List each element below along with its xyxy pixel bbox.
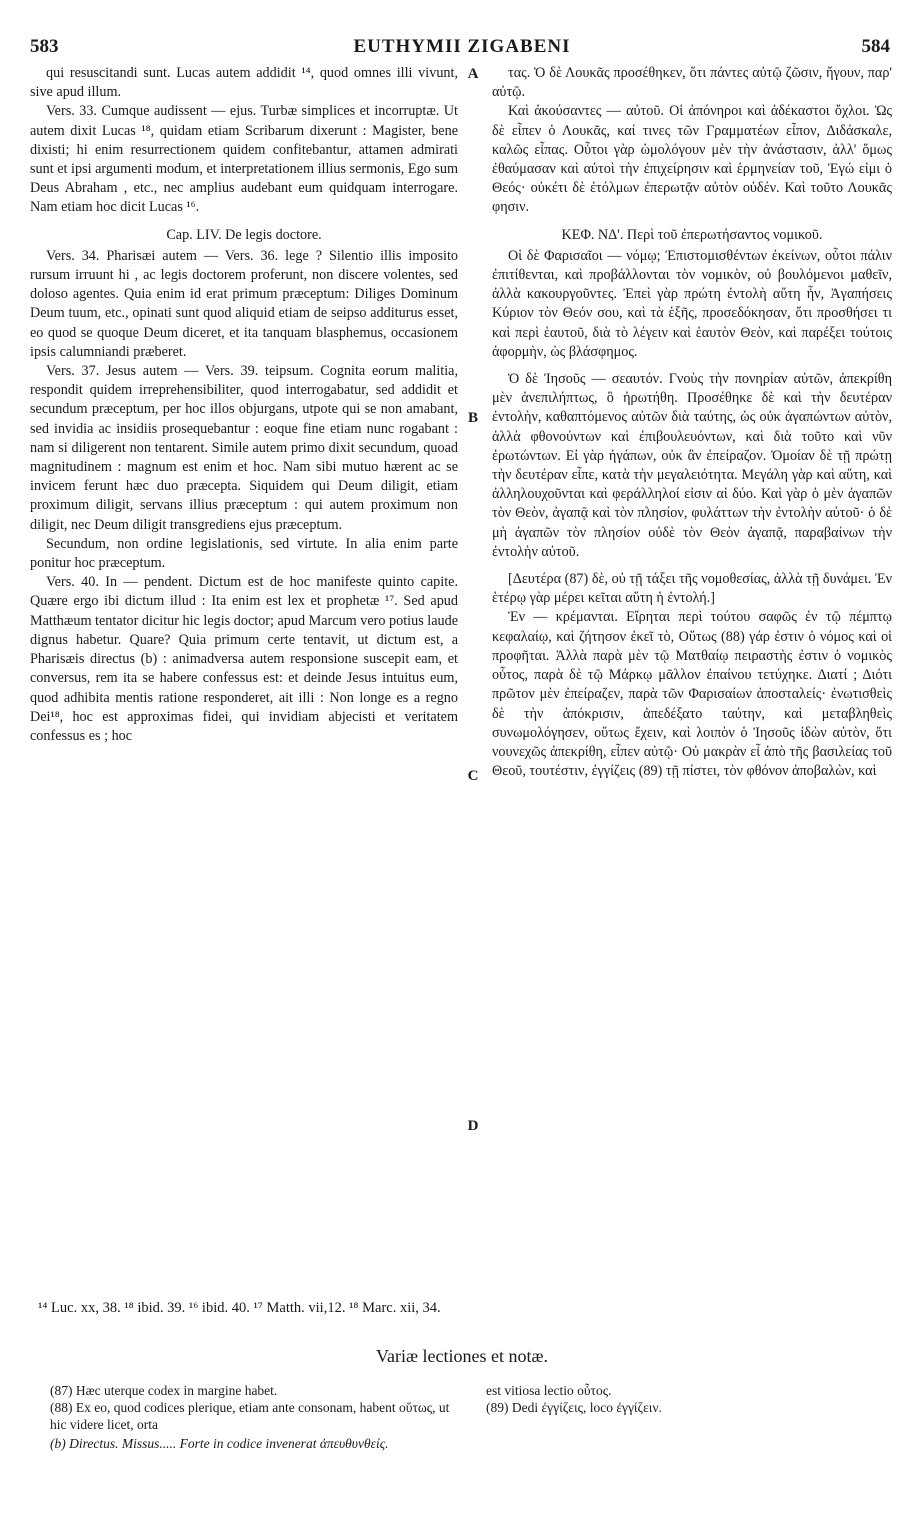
variae-left — [50, 1382, 460, 1433]
greek-paragraph: Οἱ δὲ Φαρισαῖοι — νόμῳ; Ἐπιστομισθέντων ἐκείνων, οὗτοι πάλιν ἐπιτίθενται, καὶ προβάλλονται τὸν νομικὸν, οὐ βουλόμενοι μαθεῖν, ἀλλὰ κακουργοῦντες. Ἐπεὶ γὰρ πρώτη ἐντολὴ αὕτη ἦν, Ἀγαπήσεις Κύριον τὸν Θεόν σου, καὶ τὰ ἑξῆς, προσεδόκησαν, ὅτι προσθήσει τι καὶ περὶ ἑαυτοῦ, διὰ τὸ λέγειν καὶ ἑαυτὸν Θεὸν, καὶ παρέξει τούτοις ἀφορμὴν, ὡς βλάσφημος. — [492, 247, 892, 360]
latin-paragraph: Secundum, non ordine legislationis, sed virtute. In alia enim parte ponitur hoc præceptum. — [30, 535, 458, 572]
latin-paragraph: qui resuscitandi sunt. Lucas autem addidit ¹⁴, quod omnes illi vivunt, sive apud illum. — [30, 65, 458, 101]
margin-letter-a: A — [467, 66, 479, 82]
greek-paragraph: Ὁ δὲ Ἰησοῦς — σεαυτόν. Γνοὺς τὴν πονηρίαν αὐτῶν, ἀπεκρίθη μὲν ἀνεπιλήπτως, ὃ ἠρωτήθη. Προσέθηκε δὲ καὶ τὴν δευτέραν ἐντολὴν, καθαπτόμενος αὐτῶν διὰ ταύτης, ὡς οὐκ ἀγαπώντων αὐτὸν, ἀλλὰ φθονούντων καὶ ἐπιβουλευόντων, καὶ διὰ τοῦτο καὶ νῦν ἐρωτώντων. Εἰ γὰρ ἠγάπων, οὐκ ἂν ἐπείραζον. Ὁμοίαν δὲ τῇ πρώτῃ τὴν δευτέραν εἶπε, κατὰ τὴν μεγαλειότητα. Μεγάλη γὰρ καὶ αὕτη, καὶ ἀλληλουχοῦνται καὶ φεράλληλοί εἰσιν αἱ δύο. Καὶ γὰρ ὁ μὲν ἀγαπῶν τὸν Θεὸν, ἀγαπᾷ καὶ τὸν πλησίον, φυλάττων τὴν ἐντολὴν αὐτοῦ· ὁ δὲ μὴ ἀγαπῶν τὸν πλησίον οὐδὲ τὸν Θεὸν ἀγαπᾷ, παραβαίνων τὴν ἐντολὴν αὐτοῦ. — [492, 371, 892, 560]
variae-title: Variæ lectiones et notæ. — [376, 1346, 548, 1366]
page-header — [0, 36, 924, 64]
page-number-left: 583 — [30, 36, 59, 57]
greek-column — [492, 64, 892, 781]
running-title: EUTHYMII ZIGABENI — [353, 36, 571, 57]
greek-paragraph: Ἐν — κρέμανται. Εἴρηται περὶ τούτου σαφῶς ἐν τῷ πέμπτῳ κεφαλαίῳ, καὶ ζήτησον ἐκεῖ τὸ, Οὕτως (88) γάρ ἐστιν ὁ νόμος καὶ οἱ προφῆται. Ἀλλὰ παρὰ μὲν τῷ Ματθαίῳ πειραστὴς ἐστιν ὁ νομικὸς οὗτος, παρὰ δὲ τῷ Μάρκῳ μᾶλλον ἐπαίνου τετύχηκε. Διατί ; Διότι πρῶτον μὲν ἐπείραζεν, παρὰ τῶν Φαρισαίων ἀποσταλείς· ἐνωτισθεὶς δὲ τὴν ἀπόκρισιν, ἀπεδέξατο ταύτην, καὶ μεταβληθεὶς συνωμολόγησεν, οὕτως ἔχειν, καὶ λοιπὸν ὁ Ἰησοῦς ἰδὼν αὐτὸν, ὅτι νουνεχῶς ἀπεκρίθη, εἶπεν αὐτῷ· Οὐ μακρὰν εἶ ἀπὸ τῆς βασιλείας τοῦ Θεοῦ, τουτέστιν, ἐγγίζεις (89) τῇ πίστει, τὸν φθόνον ἀποβαλὼν, καὶ — [492, 609, 892, 780]
latin-paragraph: Vers. 40. In — pendent. Dictum est de hoc manifeste quinto capite. Quære ergo ibi dictum illud : Ita enim est lex et prophetæ ¹⁷. Sed apud Matthæum tentator dicitur hic legis doctor; apud Marcum vero potius laude dignus habetur. Quare? Quia primum certe tentavit, ut dictum est, a Pharisæis directus (b) : animadversa autem responsione suscepit eam, et conversus, rem ita se habere confessus est: et deinde Jesus intuitus eum, quod adhibita mentis ratione responderet, ait illi : Non longe es a regno Dei¹⁸, hoc est approximas fidei, qui invidiam abjecisti et veritatem confessus es ; hoc — [30, 574, 458, 744]
page-number-right: 584 — [861, 36, 890, 57]
margin-letter-d: D — [467, 1118, 479, 1134]
scripture-references: ¹⁴ Luc. xx, 38. ¹⁸ ibid. 39. ¹⁶ ibid. 40. ¹⁷ Matth. vii,12. ¹⁸ Marc. xii, 34. — [38, 1300, 441, 1316]
latin-paragraph: Vers. 37. Jesus autem — Vers. 39. teipsum. Cognita eorum malitia, respondit quidem irreprehensibiliter, quod interrogabatur, sed addidit et secundum præceptum, per hoc illos objurgans, utpote qui se non amabant, sed invidia ac insidiis prosequebantur : eoque fine etiam nunc rogabant : nam si diligerent non tentarent. Simile autem primo dixit secundum, quoad magnitudinem : magnum est enim et hoc. Nam sibi mutuo hærent ac se invicem ferunt hæc duo præcepta. Siquidem qui Deum diligit, etiam proximum diligit, servans illius præceptum : qui autem proximum non diligit, nec Deum diligit transgrediens ejus præceptum. — [30, 363, 458, 533]
greek-paragraph: τας. Ὁ δὲ Λουκᾶς προσέθηκεν, ὅτι πάντες αὐτῷ ζῶσιν, ἤγουν, παρ' αὐτῷ. — [492, 65, 892, 101]
greek-chapter-heading: ΚΕΦ. ΝΔ'. Περὶ τοῦ ἐπερωτήσαντος νομικοῦ. — [561, 226, 823, 243]
margin-letter-b: B — [467, 410, 478, 426]
variae-note: (89) Dedi ἐγγίζεις, loco ἐγγίζειν. — [486, 1400, 662, 1415]
variae-note: (87) Hæc uterque codex in margine habet. — [50, 1383, 278, 1398]
variae-right — [486, 1382, 886, 1416]
latin-paragraph: Vers. 34. Pharisæi autem — Vers. 36. lege ? Silentio illis imposito rursum irruunt hi , ac legis doctorem proferunt, non discere volentes, sed doloso agentes. Quia enim id erat primum præceptum: Diliges Dominum Deum tuum, etc., opinati sunt quod aliquid etiam de seipso additurus esset, eo quod se quoque Deum diceret, et ita tanquam blasphemus, occasionem ipsis calumniandi præberet. — [30, 247, 458, 360]
latin-column — [30, 64, 458, 746]
margin-letter-c: C — [467, 768, 479, 784]
footnote-b: (b) Directus. Missus..... Forte in codice invenerat ἀπευθυνθείς. — [50, 1436, 389, 1451]
greek-paragraph: [Δευτέρα (87) δὲ, οὐ τῇ τάξει τῆς νομοθεσίας, ἀλλὰ τῇ δυνάμει. Ἐν ἑτέρῳ γὰρ μέρει κεῖται αὕτη ἡ ἐντολή.] — [492, 571, 892, 607]
latin-chapter-heading: Cap. LIV. De legis doctore. — [166, 226, 322, 243]
greek-paragraph: Καὶ ἀκούσαντες — αὐτοῦ. Οἱ ἀπόνηροι καὶ ἀδέκαστοι ὄχλοι. Ὡς δὲ εἶπεν ὁ Λουκᾶς, καί τινες τῶν Γραμματέων εἶπον, Διδάσκαλε, καλῶς εἶπας. Οὗτοι γὰρ ὡμολόγουν μὲν τὴν ἀνάστασιν, ἀλλ' ὅμως ἐθαύμασαν καὶ αὐτοὶ τὴν ἐπιχείρησιν καὶ ἑρμηνείαν τοῦ, Ἐγώ εἰμι ὁ Θεός· οὐκέτι δὲ ἐτόλμων ἐπερωτᾷν αὐτὸν οὐδέν. Καὶ τοῦτο Λουκᾶς φησιν. — [492, 103, 892, 216]
variae-note: (88) Ex eo, quod codices plerique, etiam ante consonam, habent οὕτως, ut hic videre licet, orta — [50, 1400, 450, 1432]
latin-paragraph: Vers. 33. Cumque audissent — ejus. Turbæ simplices et incorruptæ. Ut autem dixit Lucas ¹⁸, quidam etiam Scribarum dixerunt : Magister, bene dixisti; hi enim resurrectionem quidem confitebantur, attamen admirati sunt et ipsi argumenti modum, et interpretationem illius sermonis, Ego sum Deus Abraham , etc., nec amplius audebant eum quidquam interrogare. Nam etiam hoc dicit Lucas ¹⁶. — [30, 103, 458, 216]
variae-note: est vitiosa lectio οὗτος. — [486, 1383, 612, 1398]
